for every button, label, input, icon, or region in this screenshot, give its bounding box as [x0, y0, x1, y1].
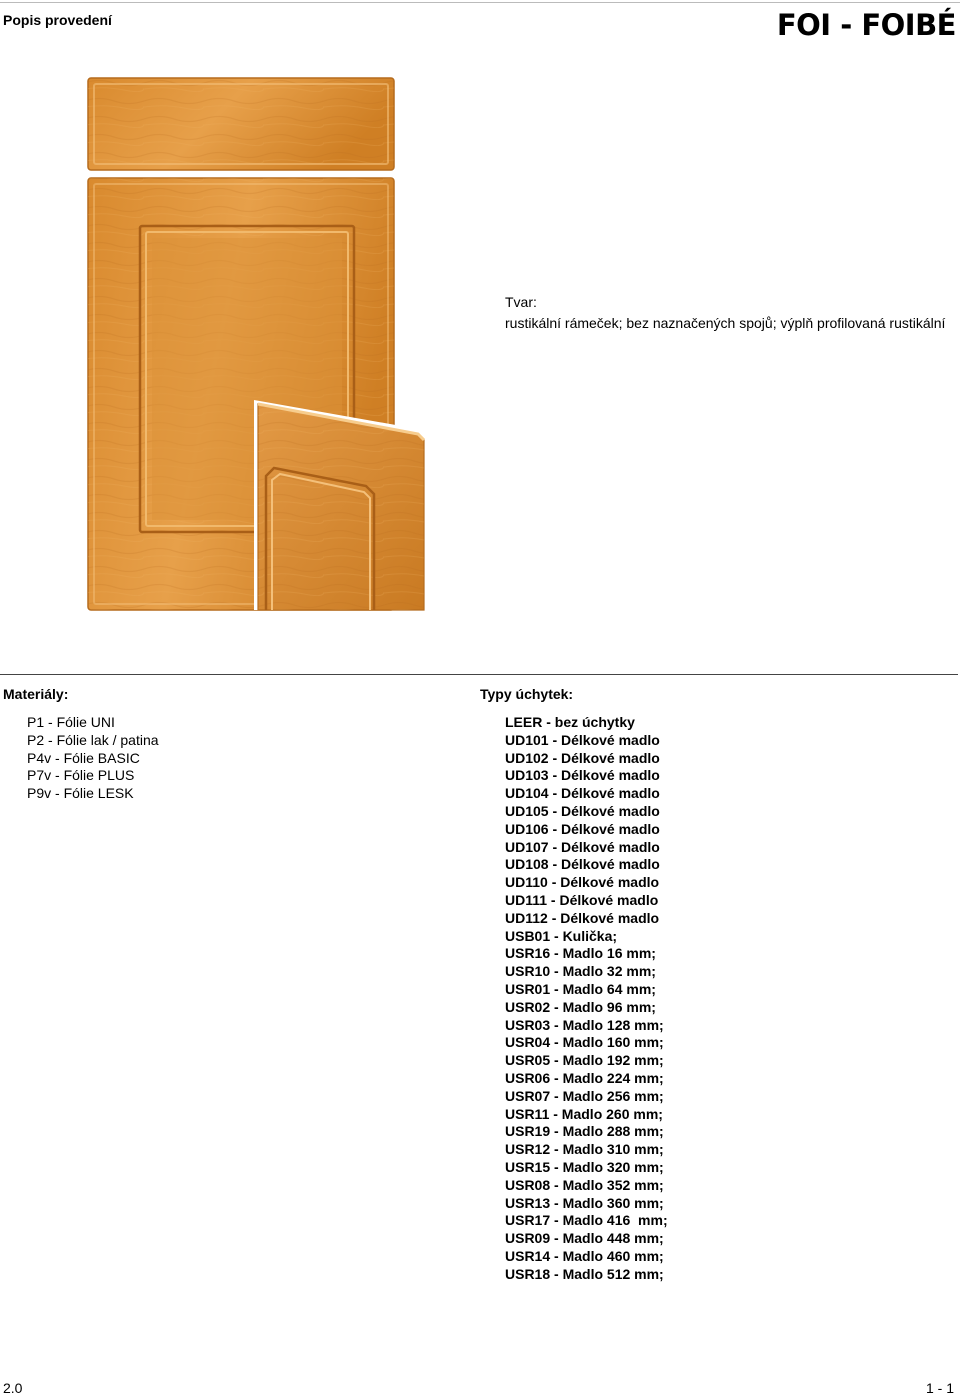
list-item: USR06 - Madlo 224 mm; [505, 1069, 664, 1086]
handles-heading: Typy úchytek: [480, 686, 574, 702]
list-item: USR01 - Madlo 64 mm; [505, 980, 656, 997]
drawer-front [88, 78, 394, 170]
list-item: UD108 - Délkové madlo [505, 856, 660, 873]
list-item: USB01 - Kulička; [505, 927, 618, 944]
section-divider [0, 674, 958, 675]
list-item: USR12 - Madlo 310 mm; [505, 1141, 664, 1158]
list-item: USR14 - Madlo 460 mm; [505, 1247, 664, 1264]
door-corner-detail [254, 400, 424, 610]
shape-description: rustikální rámeček; bez naznačených spojů; výplň profilovaná rustikální [505, 315, 946, 331]
list-item: USR16 - Madlo 16 mm; [505, 945, 656, 962]
list-item: USR13 - Madlo 360 mm; [505, 1194, 664, 1211]
footer-page-number: 1 - 1 [925, 1380, 954, 1396]
list-item: UD107 - Délkové madlo [505, 838, 660, 855]
shape-label: Tvar: [505, 294, 537, 310]
list-item: P9v - Fólie LESK [27, 785, 134, 802]
handles-list [505, 714, 668, 1284]
list-item: USR17 - Madlo 416 mm; [505, 1212, 668, 1229]
list-item: USR03 - Madlo 128 mm; [505, 1016, 664, 1033]
list-item: USR11 - Madlo 260 mm; [505, 1105, 663, 1122]
brand-logo: FOI - FOIBÉ [776, 8, 956, 42]
list-item: UD110 - Délkové madlo [505, 874, 660, 891]
list-item: LEER - bez úchytky [505, 714, 635, 730]
list-item: USR15 - Madlo 320 mm; [505, 1158, 664, 1175]
list-item: UD101 - Délkové madlo [505, 731, 660, 748]
list-item: UD112 - Délkové madlo [505, 909, 660, 926]
list-item: P7v - Fólie PLUS [27, 767, 135, 784]
top-rule [0, 2, 960, 3]
list-item: P2 - Fólie lak / patina [27, 731, 159, 748]
list-item: UD103 - Délkové madlo [505, 767, 660, 784]
materials-list [27, 714, 159, 803]
list-item: USR09 - Madlo 448 mm; [505, 1230, 664, 1247]
page-title: Popis provedení [3, 12, 112, 28]
list-item: USR10 - Madlo 32 mm; [505, 963, 656, 980]
list-item: UD105 - Délkové madlo [505, 802, 660, 819]
list-item: USR18 - Madlo 512 mm; [505, 1265, 664, 1282]
list-item: USR08 - Madlo 352 mm; [505, 1176, 664, 1193]
list-item: USR05 - Madlo 192 mm; [505, 1052, 664, 1069]
materials-heading: Materiály: [3, 686, 69, 702]
list-item: UD102 - Délkové madlo [505, 749, 660, 766]
door-front-image [84, 74, 434, 614]
list-item: USR07 - Madlo 256 mm; [505, 1087, 664, 1104]
list-item: UD111 - Délkové madlo [505, 891, 659, 908]
list-item: UD104 - Délkové madlo [505, 785, 660, 802]
list-item: UD106 - Délkové madlo [505, 820, 660, 837]
list-item: P1 - Fólie UNI [27, 714, 115, 730]
list-item: USR19 - Madlo 288 mm; [505, 1123, 664, 1140]
footer-version: 2.0 [3, 1380, 23, 1396]
list-item: P4v - Fólie BASIC [27, 749, 140, 766]
list-item: USR02 - Madlo 96 mm; [505, 998, 656, 1015]
list-item: USR04 - Madlo 160 mm; [505, 1034, 664, 1051]
